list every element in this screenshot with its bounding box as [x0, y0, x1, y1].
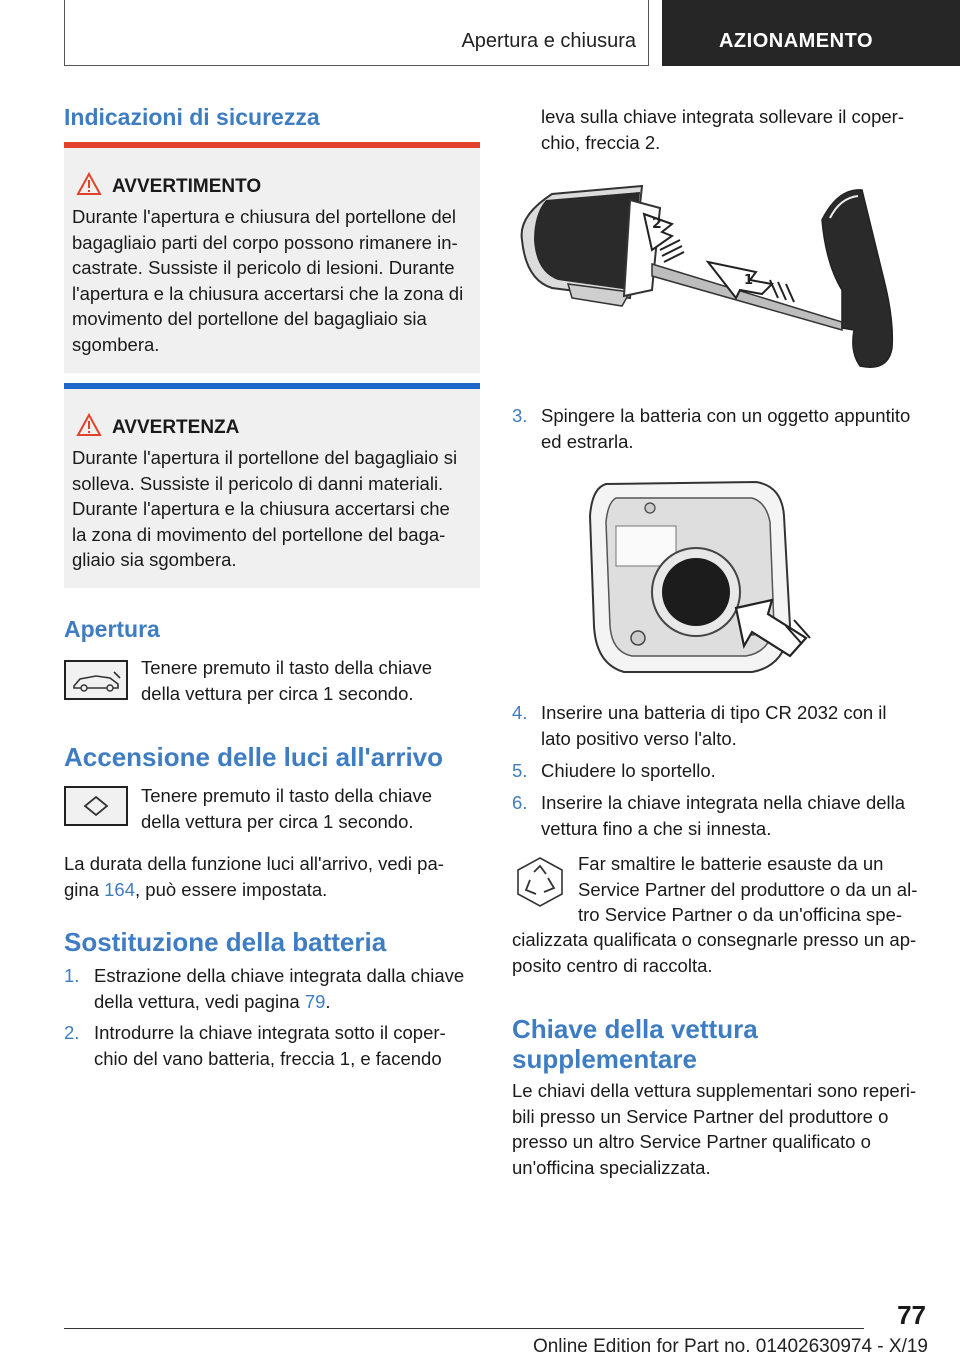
edition-footer: Online Edition for Part no. 01402630974 - X/19	[532, 1336, 928, 1357]
step-line: chio del vano batteria, freccia 1, e facendo	[94, 1047, 442, 1069]
step-line: chio, freccia 2.	[541, 131, 661, 153]
extra-key-line: un'officina specializzata.	[512, 1156, 711, 1178]
duration-text: , può essere impostata.	[135, 878, 328, 900]
car-tailgate-icon	[66, 662, 126, 698]
step-5-text	[541, 758, 931, 784]
svg-text:2: 2	[652, 216, 662, 232]
page-link-79[interactable]: 79	[304, 990, 326, 1012]
step-line: Introdurre la chiave integrata sotto il coper-	[94, 1022, 446, 1043]
heading-line: Chiave della vettura	[512, 1014, 758, 1044]
caution-line: Durante l'apertura e la chiusura accertarsi che	[72, 498, 450, 519]
warning-triangle-icon	[76, 172, 102, 196]
step-number: 6.	[512, 792, 528, 813]
step-number: 4.	[512, 702, 528, 723]
caution-line: Durante l'apertura il portellone del bagagliaio si	[72, 447, 458, 468]
lights-text	[141, 783, 481, 834]
opening-line: della vettura per circa 1 secondo.	[141, 682, 414, 704]
step-line: leva sulla chiave integrata sollevare il coper-	[541, 106, 904, 127]
battery-heading: Sostituzione della batteria	[64, 927, 387, 957]
step-3-text	[541, 403, 931, 454]
step-line: Spingere la batteria con un oggetto appuntito	[541, 405, 911, 426]
warning-line: bagagliaio parti del corpo possono rimanere in-	[72, 231, 458, 253]
heading-line: supplementare	[512, 1044, 697, 1074]
step-text: .	[325, 990, 331, 1012]
caution-title: AVVERTENZA	[112, 417, 240, 438]
caution-text	[72, 445, 477, 573]
extra-key-line: bili presso un Service Partner del produttore o	[512, 1105, 889, 1127]
extra-key-heading	[512, 1014, 758, 1074]
recycle-note-a	[578, 851, 930, 928]
section-tab	[64, 0, 649, 66]
caution-box	[64, 383, 480, 588]
warning-text	[72, 204, 477, 357]
step-line	[94, 989, 480, 1015]
step-number: 5.	[512, 760, 528, 781]
step-1-text	[94, 963, 480, 1014]
footer-divider	[64, 1328, 864, 1329]
warning-line: Durante l'apertura e chiusura del portellone del	[72, 206, 457, 227]
step-text: della vettura, vedi pagina	[94, 990, 305, 1012]
page-number: 77	[897, 1300, 926, 1330]
step-4-text	[541, 700, 931, 751]
step-line: lato positivo verso l'alto.	[541, 727, 737, 749]
extra-key-line: presso un altro Service Partner qualificato o	[512, 1131, 871, 1152]
svg-text:1: 1	[744, 273, 754, 288]
warning-line: castrate. Sussiste il pericolo di lesioni. Durante	[72, 257, 455, 278]
caution-line: gliaio sia sgombera.	[72, 549, 237, 570]
recycle-note-b	[512, 927, 932, 978]
duration-line: La durata della funzione luci all'arrivo, vedi pa-	[64, 853, 444, 874]
lights-duration-paragraph	[64, 851, 480, 902]
opening-heading: Apertura	[64, 616, 160, 642]
recycle-line: posito centro di raccolta.	[512, 954, 713, 976]
extra-key-text	[512, 1078, 932, 1180]
step-line: Chiudere lo sportello.	[541, 760, 716, 781]
step-2-text-b	[541, 104, 931, 155]
warning-line: l'apertura e la chiusura accertarsi che la zona di	[72, 282, 464, 304]
key-cover-illustration	[512, 180, 928, 380]
page-link-164[interactable]: 164	[104, 878, 135, 900]
safety-heading: Indicazioni di sicurezza	[64, 104, 320, 130]
warning-triangle-icon	[76, 413, 102, 437]
duration-line	[64, 877, 480, 903]
trunk-button-icon	[64, 660, 128, 700]
step-line: Inserire una batteria di tipo CR 2032 con il	[541, 702, 887, 723]
recycle-line: cializzata qualificata o consegnarle presso un ap-	[512, 929, 917, 950]
step-line: Estrazione della chiave integrata dalla chiave	[94, 965, 465, 986]
recycle-line: tro Service Partner o da un'officina spe-	[578, 904, 903, 925]
extra-key-line: Le chiavi della vettura supplementari sono reperi-	[512, 1080, 917, 1101]
step-number: 1.	[64, 965, 80, 986]
warning-line: sgombera.	[72, 333, 160, 355]
step-6-text	[541, 790, 931, 841]
recycle-line: Service Partner del produttore o da un al-	[578, 878, 918, 900]
chapter-tab	[662, 0, 960, 66]
caution-line: solleva. Sussiste il pericolo di danni materiali.	[72, 472, 444, 494]
lights-line: Tenere premuto il tasto della chiave	[141, 785, 433, 806]
lights-button-icon	[64, 786, 128, 826]
step-number: 3.	[512, 405, 528, 426]
opening-text	[141, 655, 481, 706]
page-header	[64, 0, 960, 66]
lights-line: della vettura per circa 1 secondo.	[141, 810, 414, 832]
step-line: Inserire la chiave integrata nella chiave della	[541, 792, 906, 813]
warning-box	[64, 142, 480, 373]
step-line: vettura fino a che si innesta.	[541, 817, 772, 839]
warning-title: AVVERTIMENTO	[112, 176, 262, 197]
diamond-light-icon	[66, 788, 126, 824]
recycle-icon	[514, 856, 566, 908]
recycle-line: Far smaltire le batterie esauste da un	[578, 853, 884, 874]
caution-line: la zona di movimento del portellone del baga-	[72, 523, 446, 545]
opening-line: Tenere premuto il tasto della chiave	[141, 657, 433, 678]
step-2-text-a	[94, 1020, 480, 1071]
warning-line: movimento del portellone del bagagliaio sia	[72, 308, 427, 329]
battery-compartment-illustration	[576, 476, 816, 686]
lights-heading: Accensione delle luci all'arrivo	[64, 742, 444, 772]
section-title: Apertura e chiusura	[461, 30, 636, 52]
step-number: 2.	[64, 1022, 80, 1043]
duration-text: gina	[64, 878, 105, 900]
step-line: ed estrarla.	[541, 430, 634, 452]
chapter-title: AZIONAMENTO	[718, 30, 873, 52]
